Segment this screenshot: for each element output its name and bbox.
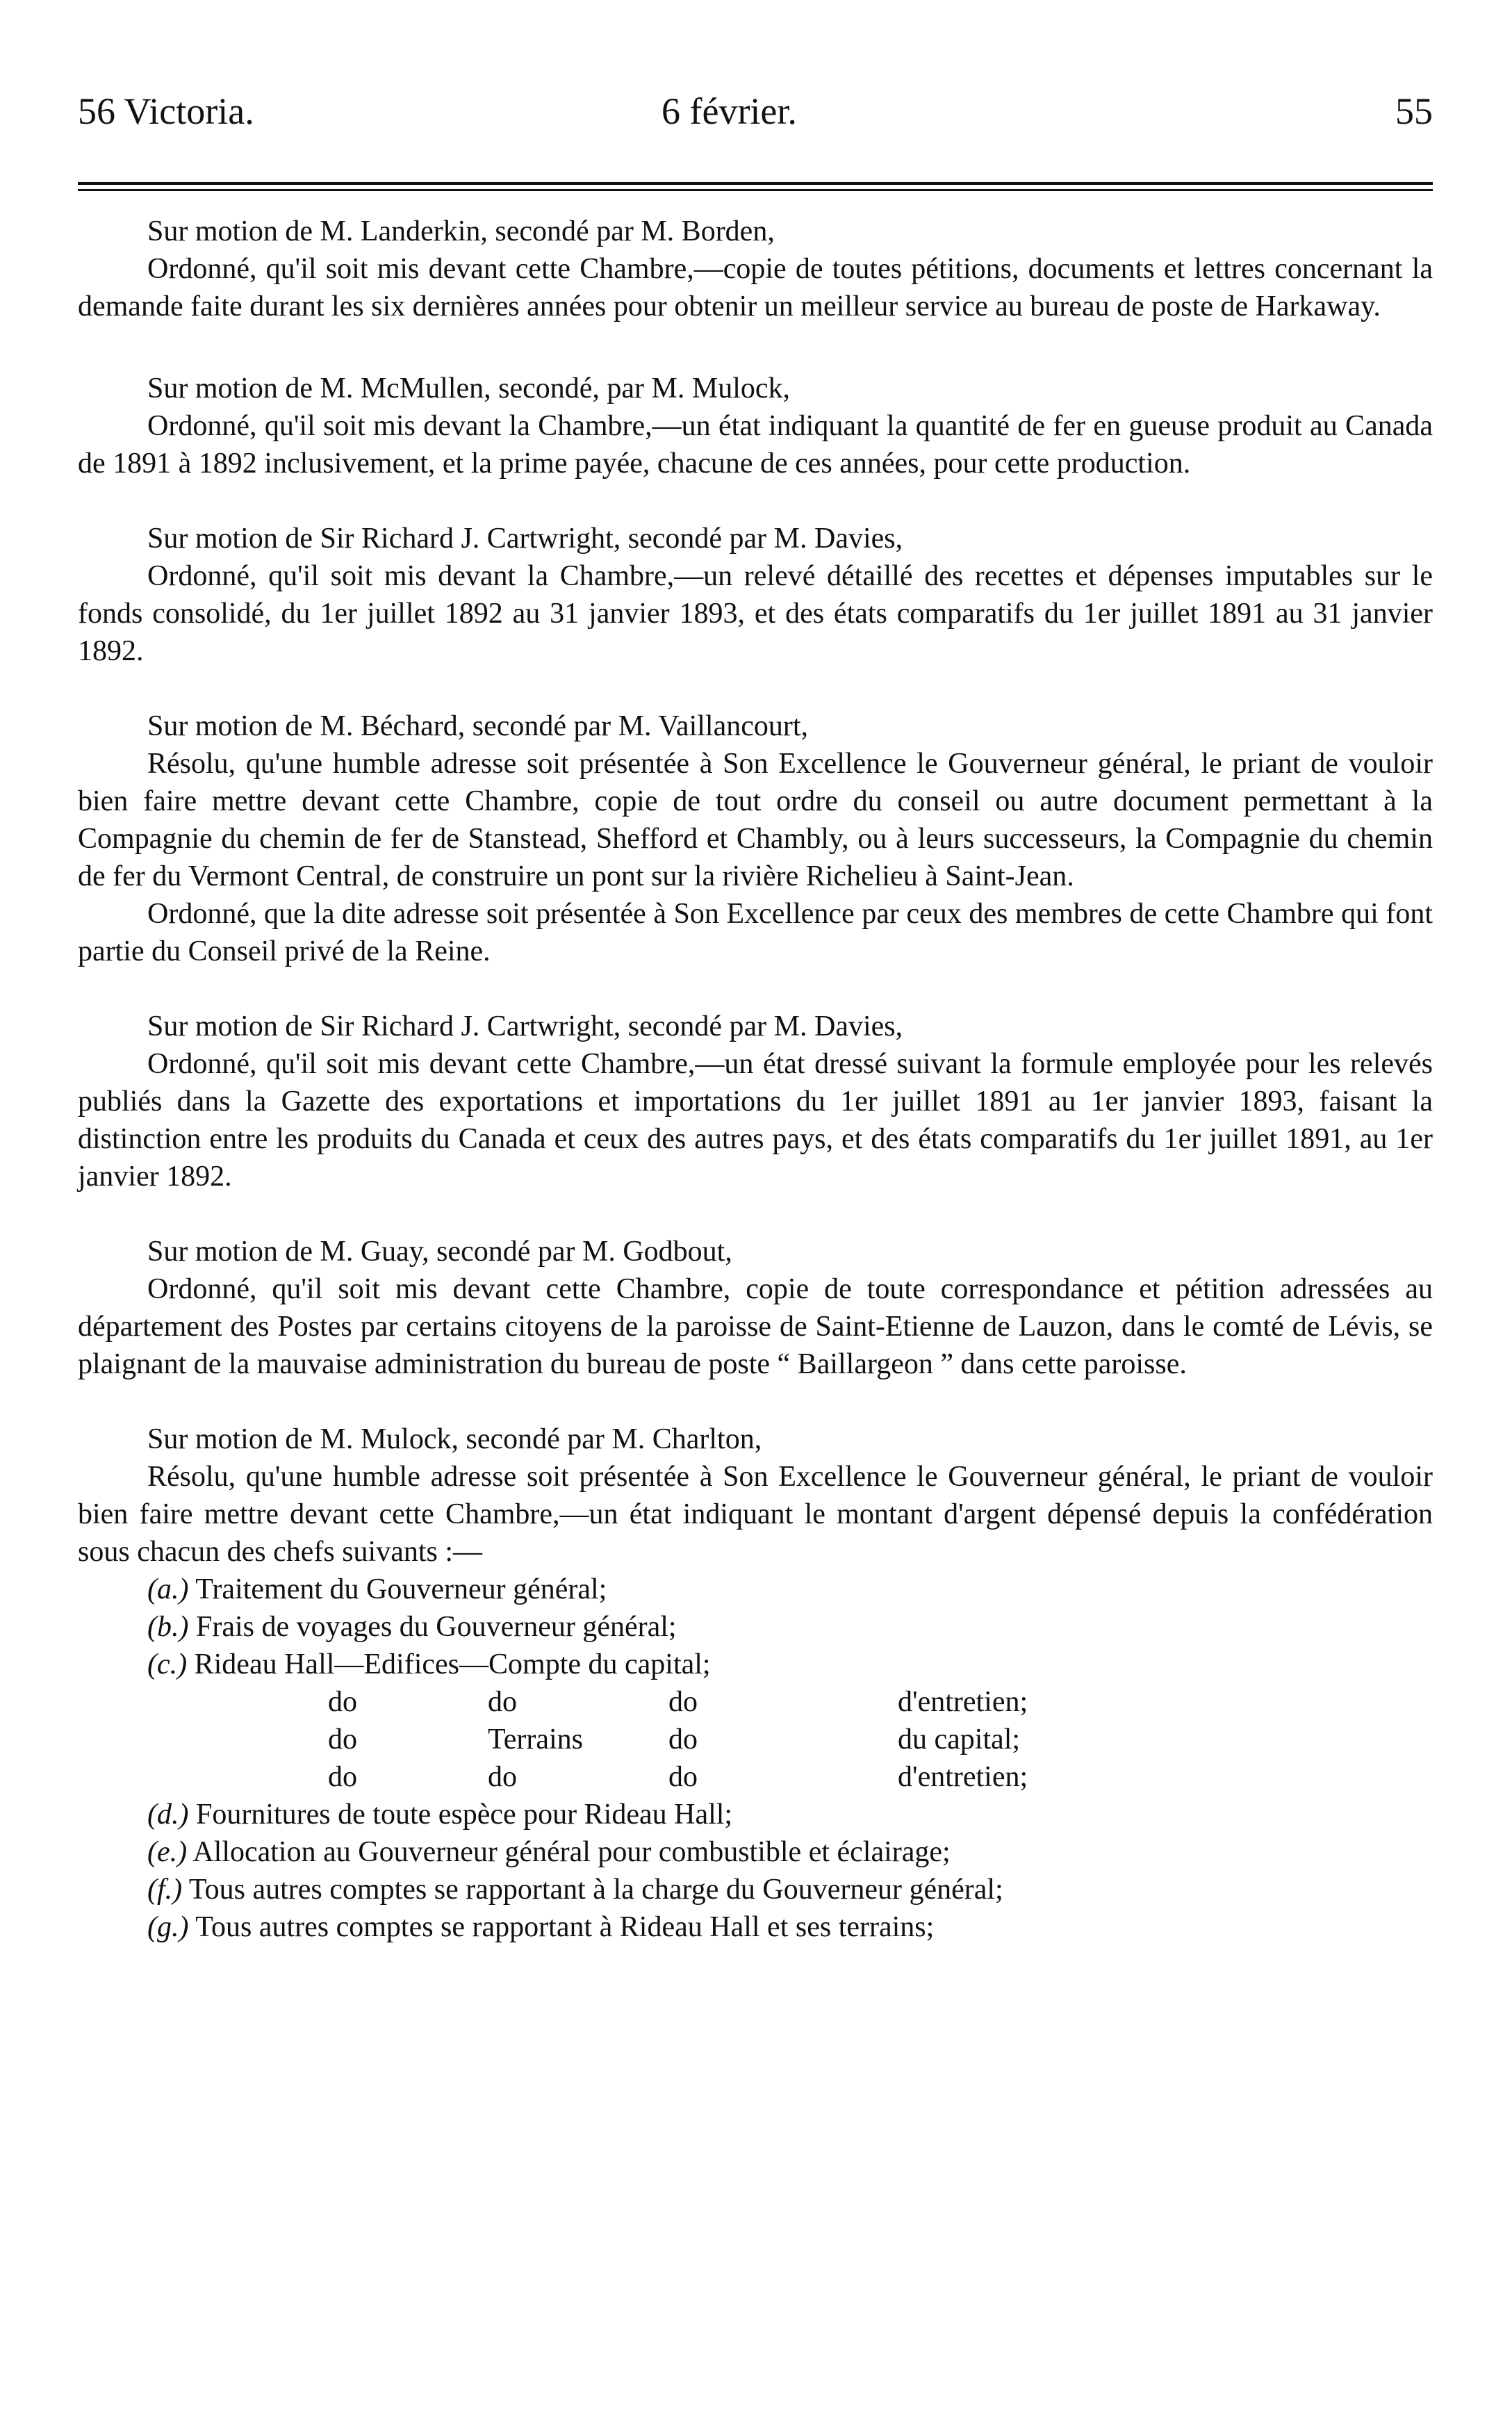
motion-paragraph: Ordonné, qu'il soit mis devant cette Chambre, copie de toute correspondance et pétition adressées au département des Postes par certains citoyens de la paroisse de Saint-Etienne de Lauzon, dans le comté de Lévis, se plaignant de la mauvaise administration du bureau de poste “ Baillargeon ” dans cette paroisse.: [78, 1273, 1433, 1380]
list-item-label: (e.): [147, 1836, 188, 1868]
list-item-text: Rideau Hall—Edifices—Compte du capital;: [194, 1648, 711, 1680]
motion-section: [78, 370, 1433, 482]
journal-body: [78, 213, 1433, 1983]
list-item-label: (c.): [147, 1648, 188, 1680]
list-item: [78, 1871, 1433, 1908]
ditto-cell: do: [668, 1686, 698, 1718]
ditto-cell: do: [488, 1761, 517, 1793]
ditto-cell: do: [668, 1724, 698, 1755]
header-rule-bottom: [78, 189, 1433, 191]
motion-line: Sur motion de M. McMullen, secondé, par M. Mulock,: [147, 373, 791, 404]
ditto-cell: d'entretien;: [898, 1761, 1028, 1793]
motion-section: [78, 520, 1433, 670]
motion-section: [78, 1008, 1433, 1195]
header-session: 56 Victoria.: [78, 90, 254, 132]
list-item-text: Traitement du Gouverneur général;: [195, 1573, 607, 1605]
running-header: [78, 89, 1433, 133]
list-item-label: (g.): [147, 1911, 189, 1943]
list-item: [78, 1908, 1433, 1946]
ditto-cell: d'entretien;: [898, 1686, 1028, 1718]
header-date: 6 février.: [662, 90, 797, 132]
list-item: [78, 1608, 1433, 1646]
motion-line: Sur motion de M. Mulock, secondé par M. Charlton,: [147, 1423, 762, 1455]
motion-paragraph: Ordonné, qu'il soit mis devant la Chambre,—un relevé détaillé des recettes et dépenses imputables sur le fonds consolidé, du 1er juillet 1892 au 31 janvier 1893, et des états comparatifs du 1er juillet 1891 au 31 janvier 1892.: [78, 560, 1433, 667]
list-item-label: (d.): [147, 1799, 189, 1831]
motion-line: Sur motion de M. Landerkin, secondé par M. Borden,: [147, 215, 775, 247]
header-rule-top: [78, 182, 1433, 185]
motion-paragraph: Résolu, qu'une humble adresse soit présentée à Son Excellence le Gouverneur général, le priant de vouloir bien faire mettre devant cette Chambre,—un état indiquant le montant d'argent dépensé depuis la confédération sous chacun des chefs suivants :—: [78, 1461, 1433, 1568]
heads-list: [78, 1571, 1433, 1946]
ditto-cell: do: [328, 1686, 357, 1718]
motion-line: Sur motion de M. Guay, secondé par M. Godbout,: [147, 1236, 732, 1268]
ditto-row: [78, 1683, 1433, 1721]
list-item: [78, 1571, 1433, 1608]
motion-section: [78, 1421, 1433, 1946]
ditto-row: [78, 1721, 1433, 1758]
motion-paragraph: Ordonné, qu'il soit mis devant la Chambre,—un état indiquant la quantité de fer en gueuse produit au Canada de 1891 à 1892 inclusivement, et la prime payée, chacune de ces années, pour cette production.: [78, 410, 1433, 480]
motion-line: Sur motion de Sir Richard J. Cartwright, secondé par M. Davies,: [147, 523, 903, 555]
list-item-text: Tous autres comptes se rapportant à Rideau Hall et ses terrains;: [195, 1911, 935, 1943]
list-item-label: (f.): [147, 1874, 183, 1906]
motion-paragraph: Ordonné, que la dite adresse soit présentée à Son Excellence par ceux des membres de cette Chambre qui font partie du Conseil privé de la Reine.: [78, 898, 1433, 967]
list-item-text: Fournitures de toute espèce pour Rideau Hall;: [195, 1799, 733, 1831]
motion-line: Sur motion de M. Béchard, secondé par M. Vaillancourt,: [147, 710, 809, 742]
page-number: 55: [1395, 90, 1433, 132]
list-item: [78, 1796, 1433, 1833]
ditto-cell: do: [328, 1724, 357, 1755]
motion-paragraph: Résolu, qu'une humble adresse soit présentée à Son Excellence le Gouverneur général, le priant de vouloir bien faire mettre devant cette Chambre, copie de tout ordre du conseil ou autre document permettant à la Compagnie du chemin de fer de Stanstead, Shefford et Chambly, ou à leurs successeurs, la Compagnie du chemin de fer du Vermont Central, de construire un pont sur la rivière Richelieu à Saint-Jean.: [78, 748, 1433, 892]
list-item-text: Frais de voyages du Gouverneur général;: [195, 1611, 677, 1643]
motion-paragraph: Ordonné, qu'il soit mis devant cette Chambre,—un état dressé suivant la formule employée pour les relevés publiés dans la Gazette des exportations et importations du 1er juillet 1891 au 1er janvier 1893, faisant la distinction entre les produits du Canada et ceux des autres pays, et des états comparatifs du 1er juillet 1891, au 1er janvier 1892.: [78, 1048, 1433, 1193]
ditto-cell: do: [488, 1686, 517, 1718]
list-item-label: (a.): [147, 1573, 189, 1605]
ditto-cell: do: [668, 1761, 698, 1793]
ditto-cell: do: [328, 1761, 357, 1793]
motion-section: [78, 213, 1433, 325]
motion-section: [78, 707, 1433, 970]
list-item: [78, 1833, 1433, 1871]
motion-paragraph: Ordonné, qu'il soit mis devant cette Chambre,—copie de toutes pétitions, documents et lettres concernant la demande faite durant les six dernières années pour obtenir un meilleur service au bureau de poste de Harkaway.: [78, 253, 1433, 322]
list-item-text: Tous autres comptes se rapportant à la charge du Gouverneur général;: [188, 1874, 1003, 1906]
ditto-row: [78, 1758, 1433, 1796]
motion-line: Sur motion de Sir Richard J. Cartwright, secondé par M. Davies,: [147, 1010, 903, 1042]
ditto-cell: Terrains: [488, 1724, 583, 1755]
list-item: [78, 1646, 1433, 1683]
motion-section: [78, 1233, 1433, 1383]
document-page: [78, 0, 1433, 2415]
ditto-cell: du capital;: [898, 1724, 1021, 1755]
list-item-label: (b.): [147, 1611, 189, 1643]
list-item-text: Allocation au Gouverneur général pour combustible et éclairage;: [192, 1836, 951, 1868]
